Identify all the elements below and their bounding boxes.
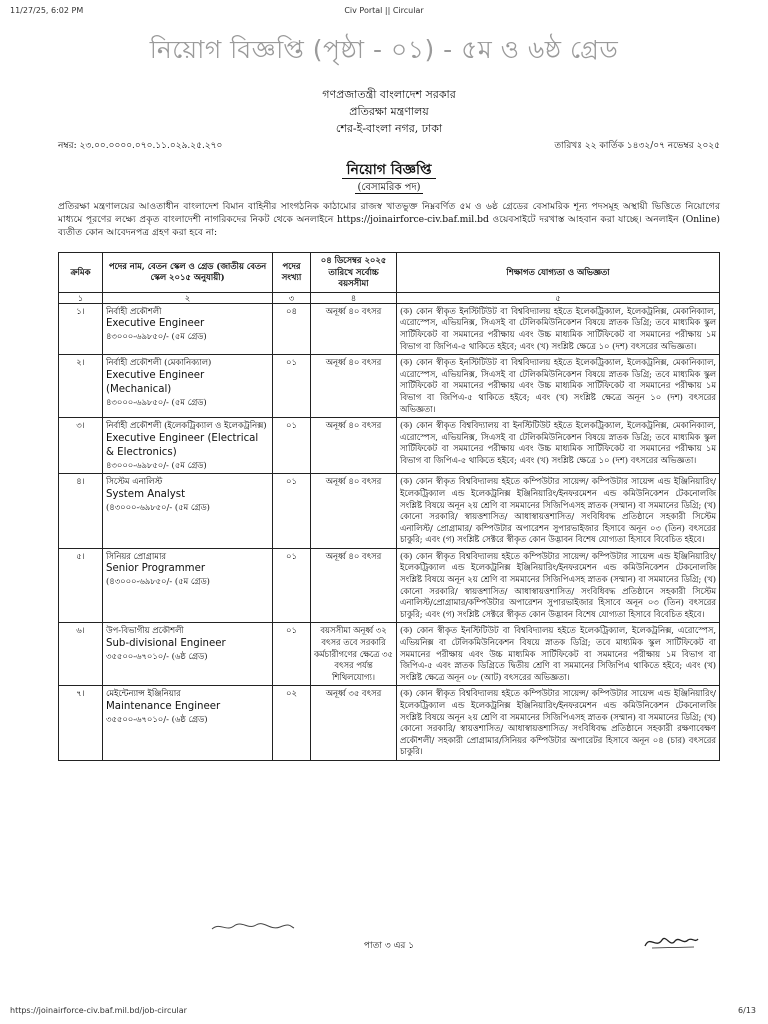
post-name-en: Senior Programmer xyxy=(106,563,206,575)
ministry-name: প্রতিরক্ষা মন্ত্রণালয় xyxy=(349,105,429,118)
notice-heading-text: নিয়োগ বিজ্ঞপ্তি xyxy=(342,162,435,179)
qualification: (ক) কোন স্বীকৃত ইনস্টিটিউট বা বিশ্ববিদ্যালয় হইতে ইলেকট্রিক্যাল, ইলেকট্রনিক্স, মেকানিক্যাল, এরোস্পেস, এভিয়নিক্স, সিএসই বা টেলিকমিউনিকেশন বিষয়ে স্নাতক ডিগ্রি; তবে মাধ্যমিক স্কুল সার্টিফিকেট বা সমমানের পরীক্ষায় এবং উচ্চ মাধ্যমিক সার্টিফিকেট বা সমমানের পরীক্ষায় ১ম বিভাগ বা জিপিএ-৫ থাকিতে হইবে; এবং (খ) সংশ্লিষ্ট ক্ষেত্রে অনূন ১০ (দশ) বৎসরের অভিজ্ঞতা। xyxy=(397,355,720,418)
post-count: ০৪ xyxy=(273,303,311,354)
col-header-serial: ক্রমিক xyxy=(59,253,103,293)
row-serial: ৫। xyxy=(59,548,103,623)
post-count: ০১ xyxy=(273,548,311,623)
age-limit: অনূর্ধ্ব ৪০ বৎসর xyxy=(311,418,397,474)
row-serial: ৪। xyxy=(59,474,103,549)
column-index: ৩ xyxy=(273,292,311,303)
post-name-bn: নির্বাহী প্রকৌশলী (মেকানিক্যাল) xyxy=(106,357,212,368)
post-cell xyxy=(103,474,273,549)
post-cell xyxy=(103,686,273,761)
print-timestamp: 11/27/25, 6:02 PM xyxy=(10,6,84,15)
post-name-bn: উপ-বিভাগীয় প্রকৌশলী xyxy=(106,625,184,636)
row-serial: ৭। xyxy=(59,686,103,761)
age-limit: অনূর্ধ্ব ৪০ বৎসর xyxy=(311,548,397,623)
qualification: (ক) কোন স্বীকৃত ইনস্টিটিউট বা বিশ্ববিদ্যালয় হইতে ইলেকট্রিক্যাল, ইলেকট্রনিক্স, মেকানিক্যাল, এরোস্পেস, এভিয়নিক্স, সিএসই বা টেলিকমিউনিকেশন বিষয়ে স্নাতক ডিগ্রি; তবে মাধ্যমিক স্কুল সার্টিফিকেট বা সমমানের পরীক্ষায় এবং উচ্চ মাধ্যমিক সার্টিফিকেট বা সমমানের পরীক্ষায় ১ম বিভাগ বা জিপিএ-৫ থাকিতে হইবে; এবং (খ) সংশ্লিষ্ট ক্ষেত্রে ১০ (দশ) বৎসরের অভিজ্ঞতা। xyxy=(397,303,720,354)
page-title: Civ Portal || Circular xyxy=(344,6,424,15)
post-name-bn: মেইন্টেন্যান্স ইঞ্জিনিয়ার xyxy=(106,688,181,699)
qualification: (ক) কোন স্বীকৃত বিশ্ববিদ্যালয় হইতে কম্পিউটার সায়েন্স/ কম্পিউটার সায়েন্স এন্ড ইঞ্জিনিয়ারিং/ইলেকট্রিক্যাল এন্ড ইলেকট্রনিক্স ইঞ্জিনিয়ারিং/ইনফরমেশন এন্ড কমিউনিকেশন টেকনোলজি সংশ্লিষ্ট বিষয়ে অনূন ২য় শ্রেণি বা সমমানের সিজিপিএসহ স্নাতক (সম্মান) বা সমমানের ডিগ্রি; (খ) কোনো সরকারি/ স্বায়ত্তশাসিত/ আধাস্বায়ত্তশাসিত/ সংবিধিবদ্ধ প্রতিষ্ঠানে সহকারী রক্ষণাবেক্ষণ প্রকৌশলী/ সহকারী প্রোগ্রামার/সিনিয়র কম্পিউটার অপারেটর হিসাবে অনূন ০৪ (চার) বৎসরের চাকুরি। xyxy=(397,686,720,761)
age-limit: অনূর্ধ্ব ৪০ বৎসর xyxy=(311,474,397,549)
post-cell xyxy=(103,418,273,474)
handwritten-scribble xyxy=(208,918,298,934)
post-count: ০১ xyxy=(273,355,311,418)
table-row xyxy=(59,548,720,623)
pay-scale: (৪৩০০০-৬৯৮৫০/- (৫ম গ্রেড) xyxy=(106,501,210,512)
row-serial: ৬। xyxy=(59,623,103,686)
column-index: ৪ xyxy=(311,292,397,303)
government-name: গণপ্রজাতন্ত্রী বাংলাদেশ সরকার xyxy=(322,88,456,101)
table-row xyxy=(59,418,720,474)
pay-scale: (৪৩০০০-৬৯৮৫০/- (৫ম গ্রেড) xyxy=(106,576,210,587)
post-name-bn: সিনিয়র প্রোগ্রামার xyxy=(106,550,166,561)
post-name-bn: নির্বাহী প্রকৌশলী (ইলেকট্রিক্যাল ও ইলেকট্রনিক্স) xyxy=(106,420,267,431)
pay-scale: ৪৩০০০-৬৯৮৫০/- (৫ম গ্রেড) xyxy=(106,459,207,470)
qualification: (ক) কোন স্বীকৃত বিশ্ববিদ্যালয় বা ইনস্টিটিউট হইতে ইলেকট্রিক্যাল, ইলেকট্রনিক্স, মেকানিক্যাল, এরোস্পেস, এভিয়নিক্স, সিএসই বা টেলিকমিউনিকেশন বিষয়ে স্নাতক ডিগ্রি; তবে মাধ্যমিক স্কুল সার্টিফিকেট বা সমমানের পরীক্ষায় এবং উচ্চ মাধ্যমিক সার্টিফিকেট বা সমমানের পরীক্ষায় ১ম বিভাগ বা জিপিএ-৫ থাকিতে হইবে; এবং (খ) সংশ্লিষ্ট ক্ষেত্রে ১০ (দশ) বৎসরের অভিজ্ঞতা। xyxy=(397,418,720,474)
table-row xyxy=(59,623,720,686)
post-cell xyxy=(103,548,273,623)
circular-banner-title: নিয়োগ বিজ্ঞপ্তি (পৃষ্ঠা - ০১) - ৫ম ও ৬ষ্ঠ গ্রেড xyxy=(149,35,619,64)
post-count: ০১ xyxy=(273,474,311,549)
column-index-row xyxy=(59,292,720,303)
ministry-address: শের-ই-বাংলা নগর, ঢাকা xyxy=(335,122,443,135)
pay-scale: ৪৩০০০-৬৯৮৫০/- (৫ম গ্রেড) xyxy=(106,331,207,342)
browser-print-footer xyxy=(0,1000,768,1024)
qualification: (ক) কোন স্বীকৃত ইনস্টিটিউট বা বিশ্ববিদ্যালয় হইতে ইলেকট্রিক্যাল, ইলেকট্রনিক্স, এরোস্পেস, এভিয়নিক্স বা টেলিকমিউনিকেশন বিষয়ে স্নাতক ডিগ্রি; তবে মাধ্যমিক স্কুল সার্টিফিকেট বা সমমানের পরীক্ষায় এবং উচ্চ মাধ্যমিক সার্টিফিকেট বা সমমানের পরীক্ষায় ১ম বিভাগ বা জিপিএ-৫ এবং স্নাতক ডিগ্রিতে দ্বিতীয় শ্রেণি বা সমমানের সিজিপিএ থাকিতে হইবে; এবং (খ) সংশ্লিষ্ট ক্ষেত্রে অনূন ০৮ (আট) বৎসরের অভিজ্ঞতা। xyxy=(397,623,720,686)
post-name-en: Sub-divisional Engineer xyxy=(106,638,226,650)
post-name-en: Executive Engineer (Mechanical) xyxy=(106,369,205,395)
table-row xyxy=(59,355,720,418)
column-index: ১ xyxy=(59,292,103,303)
post-cell xyxy=(103,623,273,686)
post-name-en: Executive Engineer (Electrical & Electronics) xyxy=(106,432,259,458)
age-limit: অনূর্ধ্ব ৪০ বৎসর xyxy=(311,355,397,418)
page-url: https://joinairforce-civ.baf.mil.bd/job-circular xyxy=(10,1006,187,1015)
qualification: (ক) কোন স্বীকৃত বিশ্ববিদ্যালয় হইতে কম্পিউটার সায়েন্স/ কম্পিউটার সায়েন্স এন্ড ইঞ্জিনিয়ারিং/ইলেকট্রিক্যাল এন্ড ইলেকট্রনিক্স ইঞ্জিনিয়ারিং/ইনফরমেশন এন্ড কমিউনিকেশন টেকনোলজি সংশ্লিষ্ট বিষয়ে অনূন ২য় শ্রেণি বা সমমানের সিজিপিএসহ স্নাতক (সম্মান) বা সমমানের ডিগ্রি; (খ) কোনো সরকারি/ স্বায়ত্তশাসিত/ আধাস্বায়ত্তশাসিত/ সংবিধিবদ্ধ প্রতিষ্ঠানে সহকারী সিস্টেম এনালিস্ট/প্রোগ্রামার/কম্পিউটার অপারেশন সুপারভাইজার হিসাবে অনূন ০৩ (তিন) বৎসরের চাকুরি; এবং (গ) সংশ্লিষ্ট সেক্টরে স্বীকৃত কোন উদ্ভাবন বিশেষ যোগ্যতা হিসাবে বিবেচিত হইবে। xyxy=(397,548,720,623)
post-name-bn: নির্বাহী প্রকৌশলী xyxy=(106,305,162,316)
memo-number: নম্বর: ২৩.০০.০০০০.০৭০.১১.০২৯.২৫.২৭০ xyxy=(58,141,223,151)
print-page-counter: 6/13 xyxy=(738,1006,756,1015)
post-count: ০১ xyxy=(273,418,311,474)
pay-scale: ৪৩০০০-৬৯৮৫০/- (৫ম গ্রেড) xyxy=(106,396,207,407)
pay-scale: ৩৫৫০০-৬৭০১০/- (৬ষ্ঠ গ্রেড) xyxy=(106,651,208,662)
table-row xyxy=(59,303,720,354)
vacancy-table xyxy=(58,252,720,761)
pay-scale: ৩৫৫০০-৬৭০১০/- (৬ষ্ঠ গ্রেড) xyxy=(106,714,208,724)
table-row xyxy=(59,474,720,549)
intro-paragraph: প্রতিরক্ষা মন্ত্রণালয়ের আওতাধীন বাংলাদেশ বিমান বাহিনীর সাংগঠনিক কাঠামোর রাজস্ব খাতভুক্ত নিম্নবর্ণিত ৫ম ও ৬ষ্ঠ গ্রেডের বেসামরিক শূন্য পদসমূহ অস্থায়ী ভিত্তিতে নিয়োগের মাধ্যমে পূরণের লক্ষ্যে প্রকৃত বাংলাদেশী নাগরিকদের নিকট থেকে অনলাইনে https://joinairforce-civ.baf.mil.bd ওয়েবসাইটে দরখাস্ত আহবান করা যাচ্ছে। অনলাইন (Online) ব্যতীত কোন আবেদনপত্র গ্রহণ করা হবে না: xyxy=(58,201,720,238)
notice-heading xyxy=(58,158,720,182)
post-name-bn: সিস্টেম এনালিস্ট xyxy=(106,476,163,487)
col-header-count: পদের সংখ্যা xyxy=(273,253,311,293)
qualification: (ক) কোন স্বীকৃত বিশ্ববিদ্যালয় হইতে কম্পিউটার সায়েন্স/ কম্পিউটার সায়েন্স এন্ড ইঞ্জিনিয়ারিং/ইলেকট্রিক্যাল এন্ড ইলেকট্রনিক্স ইঞ্জিনিয়ারিং/ইনফরমেশন এন্ড কমিউনিকেশন টেকনোলজি সংশ্লিষ্ট বিষয়ে অনূন ২য় শ্রেণি বা সমমানের সিজিপিএসহ স্নাতক (সম্মান) বা সমমানের ডিগ্রি; (খ) কোনো সরকারি/ স্বায়ত্তশাসিত/ আধাস্বায়ত্তশাসিত/ সংবিধিবদ্ধ প্রতিষ্ঠানে সহকারী সিস্টেম এনালিস্ট/ প্রোগ্রামার/ কম্পিউটার অপারেশন সুপারভাইজার হিসাবে অনূন ০৩ (তিন) বৎসরের চাকুরি; এবং (গ) সংশ্লিষ্ট সেক্টরে স্বীকৃত কোন উদ্ভাবন বিশেষ যোগ্যতা হিসাবে বিবেচিত হইবে। xyxy=(397,474,720,549)
column-index: ৫ xyxy=(397,292,720,303)
post-cell xyxy=(103,303,273,354)
row-serial: ৩। xyxy=(59,418,103,474)
table-header-row xyxy=(59,253,720,293)
notice-subheading xyxy=(58,180,720,197)
post-cell xyxy=(103,355,273,418)
column-index: ২ xyxy=(103,292,273,303)
post-count: ০১ xyxy=(273,623,311,686)
post-name-en: Maintenance Engineer xyxy=(106,701,221,712)
post-count: ০২ xyxy=(273,686,311,761)
row-serial: ২। xyxy=(59,355,103,418)
col-header-age: ০৪ ডিসেম্বর ২০২৫ তারিখে সর্বোচ্চ বয়সসীমা xyxy=(311,253,397,293)
circular-document xyxy=(58,80,720,985)
post-name-en: Executive Engineer xyxy=(106,318,205,330)
table-row xyxy=(59,686,720,761)
age-limit: অনূর্ধ্ব ৪০ বৎসর xyxy=(311,303,397,354)
col-header-post: পদের নাম, বেতন স্কেল ও গ্রেড (জাতীয় বেতন স্কেল ২০১৫ অনুযায়ী) xyxy=(103,253,273,293)
post-name-en: System Analyst xyxy=(106,488,186,500)
age-limit: বয়সসীমা অনূর্ধ্ব ৩২ বৎসর তবে সরকারি কর্মচারীগণের ক্ষেত্রে ৩৫ বৎসর পর্যন্ত শিথিলযোগ্য। xyxy=(311,623,397,686)
age-limit: অনূর্ধ্ব ৩৫ বৎসর xyxy=(311,686,397,761)
memo-date: তারিখঃ ২২ কার্তিক ১৪৩২/০৭ নভেম্বর ২০২৫ xyxy=(554,141,720,151)
col-header-qualification: শিক্ষাগত যোগ্যতা ও অভিজ্ঞতা xyxy=(397,253,720,293)
document-page-label: পাতা ৩ এর ১ xyxy=(363,941,415,951)
row-serial: ১। xyxy=(59,303,103,354)
notice-subheading-text: (বেসামরিক পদ) xyxy=(357,182,421,193)
browser-print-header xyxy=(0,0,768,22)
